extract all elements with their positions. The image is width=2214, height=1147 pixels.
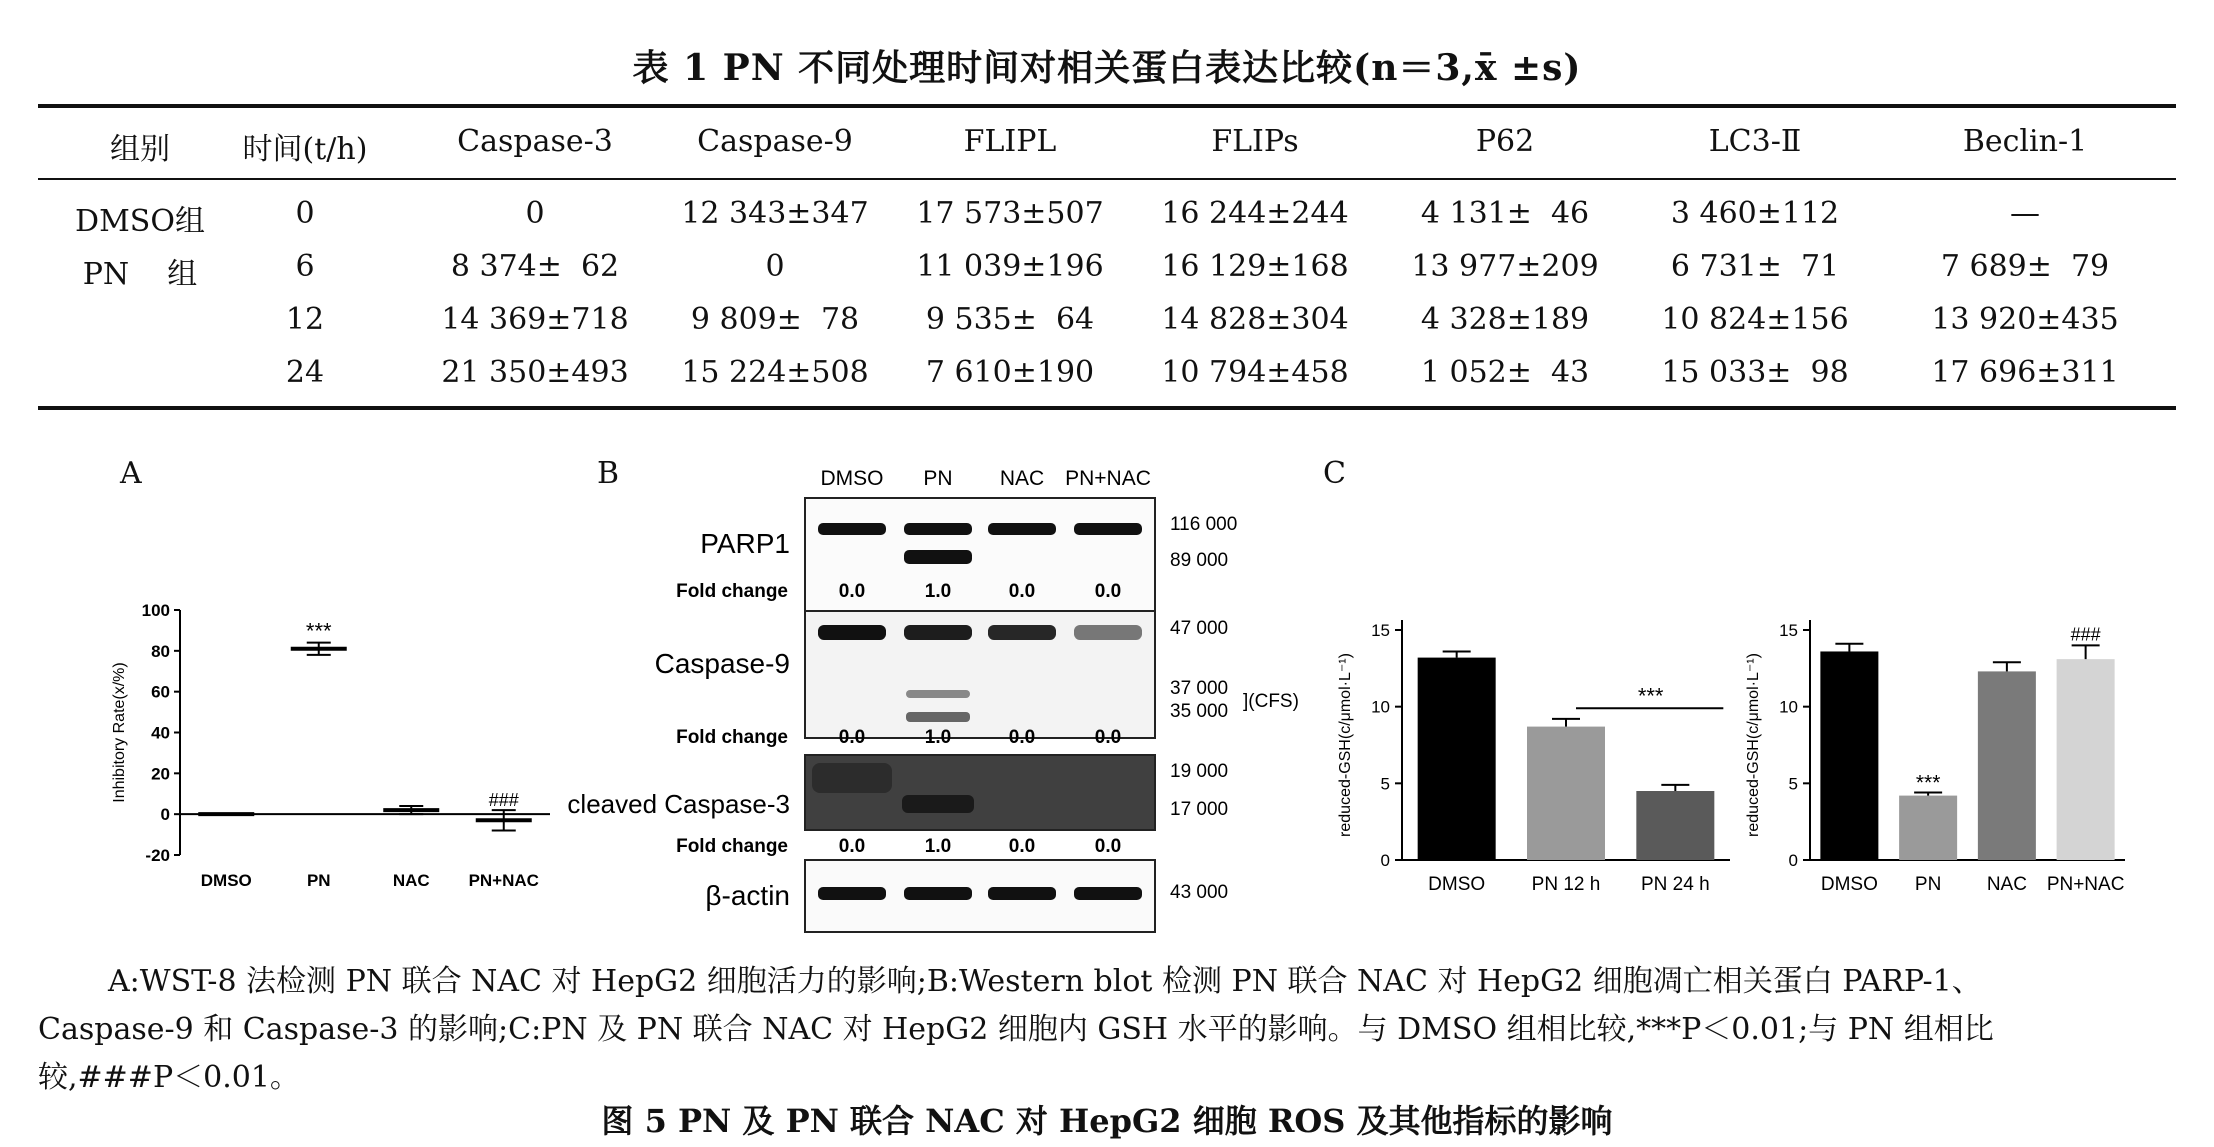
cleaved-fragment-label: ](CFS) — [1243, 691, 1299, 712]
panel-a-chart — [100, 590, 570, 905]
table-cell: 14 369±718 — [441, 302, 629, 337]
y-axis-label: reduced-GSH(c/μmol·L⁻¹) — [1337, 653, 1354, 837]
mw-marker: 47 000 — [1170, 618, 1229, 639]
y-axis-label: Inhibitory Rate(x/%) — [111, 662, 128, 803]
table-cell: 16 129±168 — [1161, 249, 1349, 284]
lane-label: DMSO — [820, 467, 884, 490]
mw-marker: 19 000 — [1170, 761, 1229, 782]
x-tick-label: DMSO — [1428, 874, 1486, 895]
significance-mark: *** — [305, 618, 332, 644]
panel-c-chart-right — [1735, 590, 2135, 900]
protein-label: β-actin — [705, 880, 790, 911]
y-tick-label: 10 — [1779, 697, 1798, 717]
bar — [1527, 727, 1605, 860]
protein-band — [902, 795, 974, 813]
figure-title: 图 5 PN 及 PN 联合 NAC 对 HepG2 细胞 ROS 及其他指标的影响 — [601, 1102, 1613, 1140]
fold-change-value: 0.0 — [838, 836, 866, 857]
protein-band — [904, 550, 972, 564]
fold-change-label: Fold change — [676, 581, 788, 602]
bar — [2057, 659, 2115, 860]
y-tick-label: 5 — [1788, 774, 1798, 794]
fold-change-value: 0.0 — [1008, 727, 1036, 748]
y-tick-label: 15 — [1779, 621, 1798, 640]
table-cell: 0 — [295, 196, 315, 231]
table-cell: 8 374± 62 — [450, 249, 620, 284]
bar — [1820, 651, 1878, 860]
x-tick-label: PN — [306, 871, 331, 890]
protein-band — [904, 887, 972, 900]
y-tick-label: -20 — [145, 846, 170, 865]
protein-label: cleaved Caspase-3 — [567, 789, 790, 819]
table-cell: 0 — [765, 249, 785, 284]
table-cell: DMSO组 — [75, 204, 205, 239]
table-cell: 17 696±311 — [1931, 355, 2119, 390]
protein-band — [1074, 887, 1142, 900]
table-header-cell: FLIPL — [963, 124, 1057, 159]
table-cell: 4 131± 46 — [1420, 196, 1590, 231]
table-cell: 0 — [525, 196, 545, 231]
x-tick-label: NAC — [392, 871, 430, 890]
table-cell: 4 328±189 — [1420, 302, 1590, 337]
significance-mark: ### — [488, 790, 519, 810]
fold-change-label: Fold change — [676, 836, 788, 857]
table-header-cell: P62 — [1475, 124, 1535, 159]
table-cell: 3 460±112 — [1670, 196, 1840, 231]
protein-band — [1074, 523, 1142, 535]
lane-label: PN — [923, 467, 953, 490]
x-tick-label: DMSO — [200, 871, 252, 890]
fold-change-value: 1.0 — [924, 727, 952, 748]
table-cell: 1 052± 43 — [1420, 355, 1590, 390]
table-cell: 11 039±196 — [916, 249, 1104, 284]
fold-change-value: 0.0 — [1008, 836, 1036, 857]
lane-label: NAC — [999, 467, 1045, 490]
fold-change-value: 1.0 — [924, 836, 952, 857]
table-cell: 10 824±156 — [1661, 302, 1849, 337]
panel-c-letter: C — [1323, 456, 1346, 491]
fold-change-value: 0.0 — [1094, 727, 1122, 748]
mw-marker: 89 000 — [1170, 550, 1229, 571]
mw-marker: 116 000 — [1170, 514, 1238, 535]
table-bottom-rule — [38, 406, 2176, 410]
mw-marker: 43 000 — [1170, 882, 1229, 903]
x-tick-label: PN 12 h — [1531, 874, 1601, 895]
protein-band — [988, 523, 1056, 535]
significance-mark: *** — [1915, 771, 1941, 795]
protein-band — [906, 690, 970, 698]
fold-change-value: 1.0 — [924, 581, 952, 602]
table-cell: — — [2010, 196, 2040, 231]
lane-label: PN+NAC — [1065, 467, 1151, 490]
mw-marker: 17 000 — [1170, 799, 1229, 820]
table-header-cell: Caspase-3 — [457, 124, 613, 159]
western-blot-panel — [540, 455, 1300, 935]
y-tick-label: 60 — [151, 682, 170, 702]
panel-b-letter: B — [597, 456, 620, 491]
y-tick-label: 80 — [151, 641, 170, 661]
table-cell: 7 610±190 — [925, 355, 1095, 390]
protein-band — [818, 523, 886, 535]
table-cell: 6 — [295, 249, 315, 284]
table-header-rule — [38, 178, 2176, 180]
bar — [1418, 658, 1496, 860]
table-cell: 15 224±508 — [681, 355, 869, 390]
table-cell: 14 828±304 — [1161, 302, 1349, 337]
table-cell: 13 920±435 — [1931, 302, 2119, 337]
table-top-rule — [38, 104, 2176, 108]
y-tick-label: 0 — [1380, 851, 1390, 870]
protein-band — [812, 763, 892, 793]
y-tick-label: 0 — [160, 805, 170, 825]
protein-band — [988, 625, 1056, 640]
table-cell: 13 977±209 — [1411, 249, 1599, 284]
table-cell: 7 689± 79 — [1940, 249, 2110, 284]
protein-band — [1074, 625, 1142, 640]
table-cell: 9 809± 78 — [690, 302, 860, 337]
table-header-cell: 组别 — [110, 132, 170, 167]
table-title: 表 1 PN 不同处理时间对相关蛋白表达比较(n＝3,x̄ ±s) — [632, 47, 1582, 89]
y-axis-label: reduced-GSH(c/μmol·L⁻¹) — [1745, 653, 1762, 837]
fold-change-value: 0.0 — [838, 581, 866, 602]
fold-change-value: 0.0 — [1008, 581, 1036, 602]
table-header-cell: FLIPs — [1211, 124, 1299, 159]
caption-line-3: 较,###P＜0.01。 — [38, 1060, 300, 1095]
table-cell: 12 — [285, 302, 325, 337]
y-tick-label: 40 — [151, 723, 170, 743]
protein-band — [818, 625, 886, 640]
protein-band — [988, 887, 1056, 900]
bar — [1636, 791, 1714, 860]
table-cell: 12 343±347 — [681, 196, 869, 231]
table-header-cell: Beclin-1 — [1962, 124, 2088, 159]
x-tick-label: PN 24 h — [1641, 874, 1710, 895]
y-tick-label: 20 — [151, 764, 170, 784]
table-header-cell: LC3-Ⅱ — [1708, 124, 1802, 159]
fold-change-value: 0.0 — [1094, 836, 1122, 857]
bar — [1978, 671, 2036, 860]
table-cell: PN 组 — [82, 257, 198, 292]
protein-band — [904, 625, 972, 640]
significance-mark: ### — [2070, 624, 2101, 645]
bar — [1899, 796, 1957, 860]
y-tick-label: 100 — [141, 601, 170, 620]
protein-label: Caspase-9 — [654, 648, 790, 679]
x-tick-label: PN+NAC — [2046, 874, 2125, 895]
caption-line-2: Caspase-9 和 Caspase-3 的影响;C:PN 及 PN 联合 NAC 对 HepG2 细胞内 GSH 水平的影响。与 DMSO 组相比较,***P＜0.01;与 PN 组相比 — [38, 1012, 1994, 1047]
x-tick-label: NAC — [1986, 874, 2027, 895]
table-cell: 21 350±493 — [441, 355, 629, 390]
fold-change-value: 0.0 — [1094, 581, 1122, 602]
y-tick-label: 0 — [1788, 851, 1798, 870]
table-header-cell: Caspase-9 — [697, 124, 853, 159]
table-header-cell: 时间(t/h) — [242, 132, 368, 167]
table-cell: 17 573±507 — [916, 196, 1104, 231]
protein-label: PARP1 — [700, 528, 790, 559]
table-cell: 6 731± 71 — [1670, 249, 1840, 284]
panel-c-chart-left — [1310, 590, 1750, 900]
caption-line-1: A:WST-8 法检测 PN 联合 NAC 对 HepG2 细胞活力的影响;B:Western blot 检测 PN 联合 NAC 对 HepG2 细胞凋亡相关蛋白 PARP-1、 — [108, 964, 1982, 999]
table-cell: 9 535± 64 — [925, 302, 1095, 337]
panel-a-letter: A — [120, 456, 142, 491]
y-tick-label: 15 — [1371, 621, 1390, 640]
y-tick-label: 10 — [1371, 697, 1390, 717]
y-tick-label: 5 — [1380, 774, 1390, 794]
x-tick-label: PN+NAC — [468, 871, 539, 890]
mw-marker: 35 000 — [1170, 701, 1229, 722]
x-tick-label: DMSO — [1820, 874, 1878, 895]
significance-mark: *** — [1637, 683, 1664, 709]
table-cell: 16 244±244 — [1161, 196, 1349, 231]
table-cell: 24 — [285, 355, 325, 390]
mw-marker: 37 000 — [1170, 678, 1229, 699]
table-cell: 15 033± 98 — [1661, 355, 1849, 390]
protein-band — [904, 523, 972, 535]
x-tick-label: PN — [1914, 874, 1942, 895]
table-cell: 10 794±458 — [1161, 355, 1349, 390]
fold-change-value: 0.0 — [838, 727, 866, 748]
protein-band — [818, 887, 886, 900]
fold-change-label: Fold change — [676, 727, 788, 748]
protein-band — [906, 712, 970, 722]
